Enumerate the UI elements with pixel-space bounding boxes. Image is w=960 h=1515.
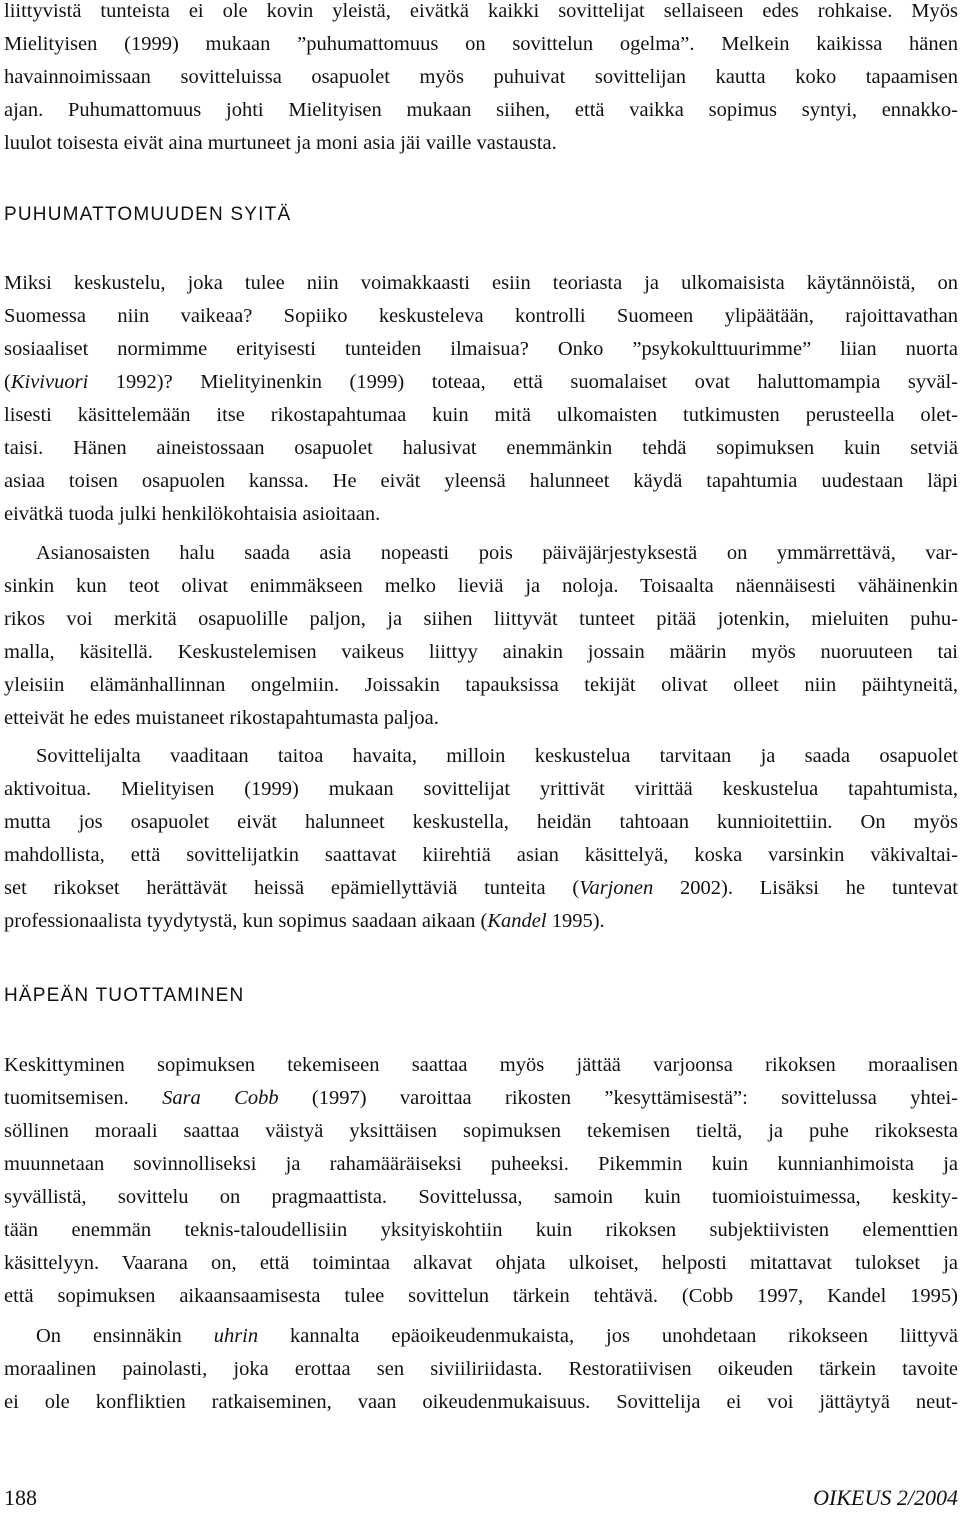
paragraph-continuation <box>4 0 958 160</box>
text-line: malla, käsitellä. Keskustelemisen vaikeus liittyy ainakin jossain määrin myös nuoruuteen tai <box>4 641 958 663</box>
citation-author: Kandel <box>487 910 547 932</box>
text-line: eivätkä tuoda julki henkilökohtaisia asioitaan. <box>4 503 381 525</box>
text-line: mahdollista, että sovittelijatkin saattavat kiirehtiä asian käsittelyä, koska varsinkin väkivaltai- <box>4 844 958 866</box>
page-number: 188 <box>4 1485 37 1510</box>
journal-name: OIKEUS 2/2004 <box>813 1485 958 1510</box>
text-line: etteivät he edes muistaneet rikostapahtumasta paljoa. <box>4 707 439 729</box>
text-line: moraalinen painolasti, joka erottaa sen siviiliriidasta. Restoratiivisen oikeuden tärkein tavoite <box>4 1358 958 1380</box>
citation-author: Kivivuori <box>10 371 89 393</box>
text-line: aktivoitua. Mielityisen (1999) mukaan sovittelijat yrittivät virittää keskustelua tapahtumista, <box>4 778 958 800</box>
text-line: Keskittyminen sopimuksen tekemiseen saattaa myös jättää varjoonsa rikoksen moraalisen <box>4 1054 958 1076</box>
text-line: lisesti käsittelemään itse rikostapahtumaa kuin mitä ulkomaisten tutkimusten perusteella olet- <box>4 404 958 426</box>
text-run: 1995). <box>546 910 605 932</box>
text-line: tään enemmän teknis-taloudellisiin yksityiskohtiin kuin rikoksen subjektiivisten elementtien <box>4 1219 958 1241</box>
section-heading <box>4 979 958 1012</box>
text-line: asiaa toisen osapuolen kanssa. He eivät yleensä halunneet käydä tapahtumia uudestaan läpi <box>4 470 958 492</box>
text-line: ei ole konfliktien ratkaiseminen, vaan oikeudenmukaisuus. Sovittelija ei voi jättäytyä neut- <box>4 1391 958 1413</box>
text-run: set rikokset herättävät heissä epämiellyttäviä tunteita ( <box>4 877 580 899</box>
text-line <box>4 1082 958 1115</box>
paragraph <box>4 740 958 938</box>
text-run: (1997) varoittaa rikosten ”kesyttämisestä”: sovittelussa yhtei- <box>278 1087 958 1109</box>
text-line: käsittelyyn. Vaarana on, että toimintaa alkavat ohjata ulkoiset, helposti mitattavat tulokset ja <box>4 1252 958 1274</box>
text-line: että sopimuksen aikaansaamisesta tulee sovittelun tärkein tehtävä. (Cobb 1997, Kandel 1995) <box>4 1285 958 1307</box>
text-line: taisi. Hänen aineistossaan osapuolet halusivat enemmänkin tehdä sopimuksen kuin setviä <box>4 437 958 459</box>
text-line: muunnetaan sovinnolliseksi ja rahamääräiseksi puheeksi. Pikemmin kuin kunnianhimoista ja <box>4 1153 958 1175</box>
text-line: yleisiin elämänhallinnan ongelmiin. Joissakin tapauksissa tekijät olivat olleet niin päihtyneitä, <box>4 674 958 696</box>
text-run: On ensinnäkin <box>36 1325 214 1347</box>
text-run: 2002). Lisäksi he tuntevat <box>653 877 958 899</box>
text-line <box>4 366 958 399</box>
paragraph <box>4 1320 958 1419</box>
text-line: ajan. Puhumattomuus johti Mielityisen mukaan siihen, että vaikka sopimus syntyi, ennakko- <box>4 99 958 121</box>
page-footer <box>4 1485 958 1515</box>
text-line: luulot toisesta eivät aina murtuneet ja moni asia jäi vaille vastausta. <box>4 132 557 154</box>
text-line: havainnoimissaan sovitteluissa osapuolet myös puhuivat sovittelijan kautta koko tapaamisen <box>4 66 958 88</box>
text-line: Sovittelijalta vaaditaan taitoa havaita, milloin keskustelua tarvitaan ja saada osapuolet <box>36 745 958 767</box>
text-run: professionaalista tyydytystä, kun sopimus saadaan aikaan ( <box>4 910 488 932</box>
text-run: ( <box>4 371 11 393</box>
section-heading-text: HÄPEÄN TUOTTAMINEN <box>4 985 245 1006</box>
citation-author: Sara Cobb <box>162 1087 279 1109</box>
text-run: tuomitsemisen. <box>4 1087 163 1109</box>
text-line <box>4 872 958 905</box>
text-line: Asianosaisten halu saada asia nopeasti pois päiväjärjestyksestä on ymmärrettävä, var- <box>36 542 958 564</box>
text-line: liittyvistä tunteista ei ole kovin yleistä, eivätkä kaikki sovittelijat sellaiseen edes rohkaise. Myös <box>4 0 958 22</box>
text-line: Miksi keskustelu, joka tulee niin voimakkaasti esiin teoriasta ja ulkomaisista käytännöistä, on <box>4 272 958 294</box>
paragraph <box>4 267 958 531</box>
text-line: syvällistä, sovittelu on pragmaattista. Sovittelussa, samoin kuin tuomioistuimessa, keskity- <box>4 1186 958 1208</box>
text-line: sosiaaliset normimme erityisesti tunteiden ilmaisua? Onko ”psykokulttuurimme” liian nuorta <box>4 338 958 360</box>
text-line: mutta jos osapuolet eivät halunneet keskustella, heidän tahtoaan kunnioitettiin. On myös <box>4 811 958 833</box>
citation-author: Varjonen <box>579 877 654 899</box>
section-heading <box>4 198 958 231</box>
text-line: söllinen moraali saattaa väistyä yksittäisen sopimuksen tekemisen tieltä, ja puhe rikoksesta <box>4 1120 958 1142</box>
text-run: 1992)? Mielityinenkin (1999) toteaa, että suomalaiset ovat haluttomampia syväl- <box>88 371 958 393</box>
text-line: Mielityisen (1999) mukaan ”puhumattomuus on sovittelun ogelma”. Melkein kaikissa hänen <box>4 33 958 55</box>
emphasis-text: uhrin <box>213 1325 259 1347</box>
text-line: rikos voi merkitä osapuolille paljon, ja siihen liittyvät tunteet pitää jotenkin, mieluiten puhu- <box>4 608 958 630</box>
text-run: kannalta epäoikeudenmukaista, jos unohdetaan rikokseen liittyvä <box>258 1325 958 1347</box>
text-line: Suomessa niin vaikeaa? Sopiiko keskusteleva kontrolli Suomeen ylipäätään, rajoittavathan <box>4 305 958 327</box>
section-heading-text: PUHUMATTOMUUDEN SYITÄ <box>4 204 292 225</box>
paragraph <box>4 1049 958 1313</box>
text-line <box>4 905 958 938</box>
text-line <box>4 1320 958 1353</box>
paragraph <box>4 537 958 735</box>
text-line: sinkin kun teot olivat enimmäkseen melko lieviä ja noloja. Toisaalta näennäisesti vähäinenkin <box>4 575 958 597</box>
